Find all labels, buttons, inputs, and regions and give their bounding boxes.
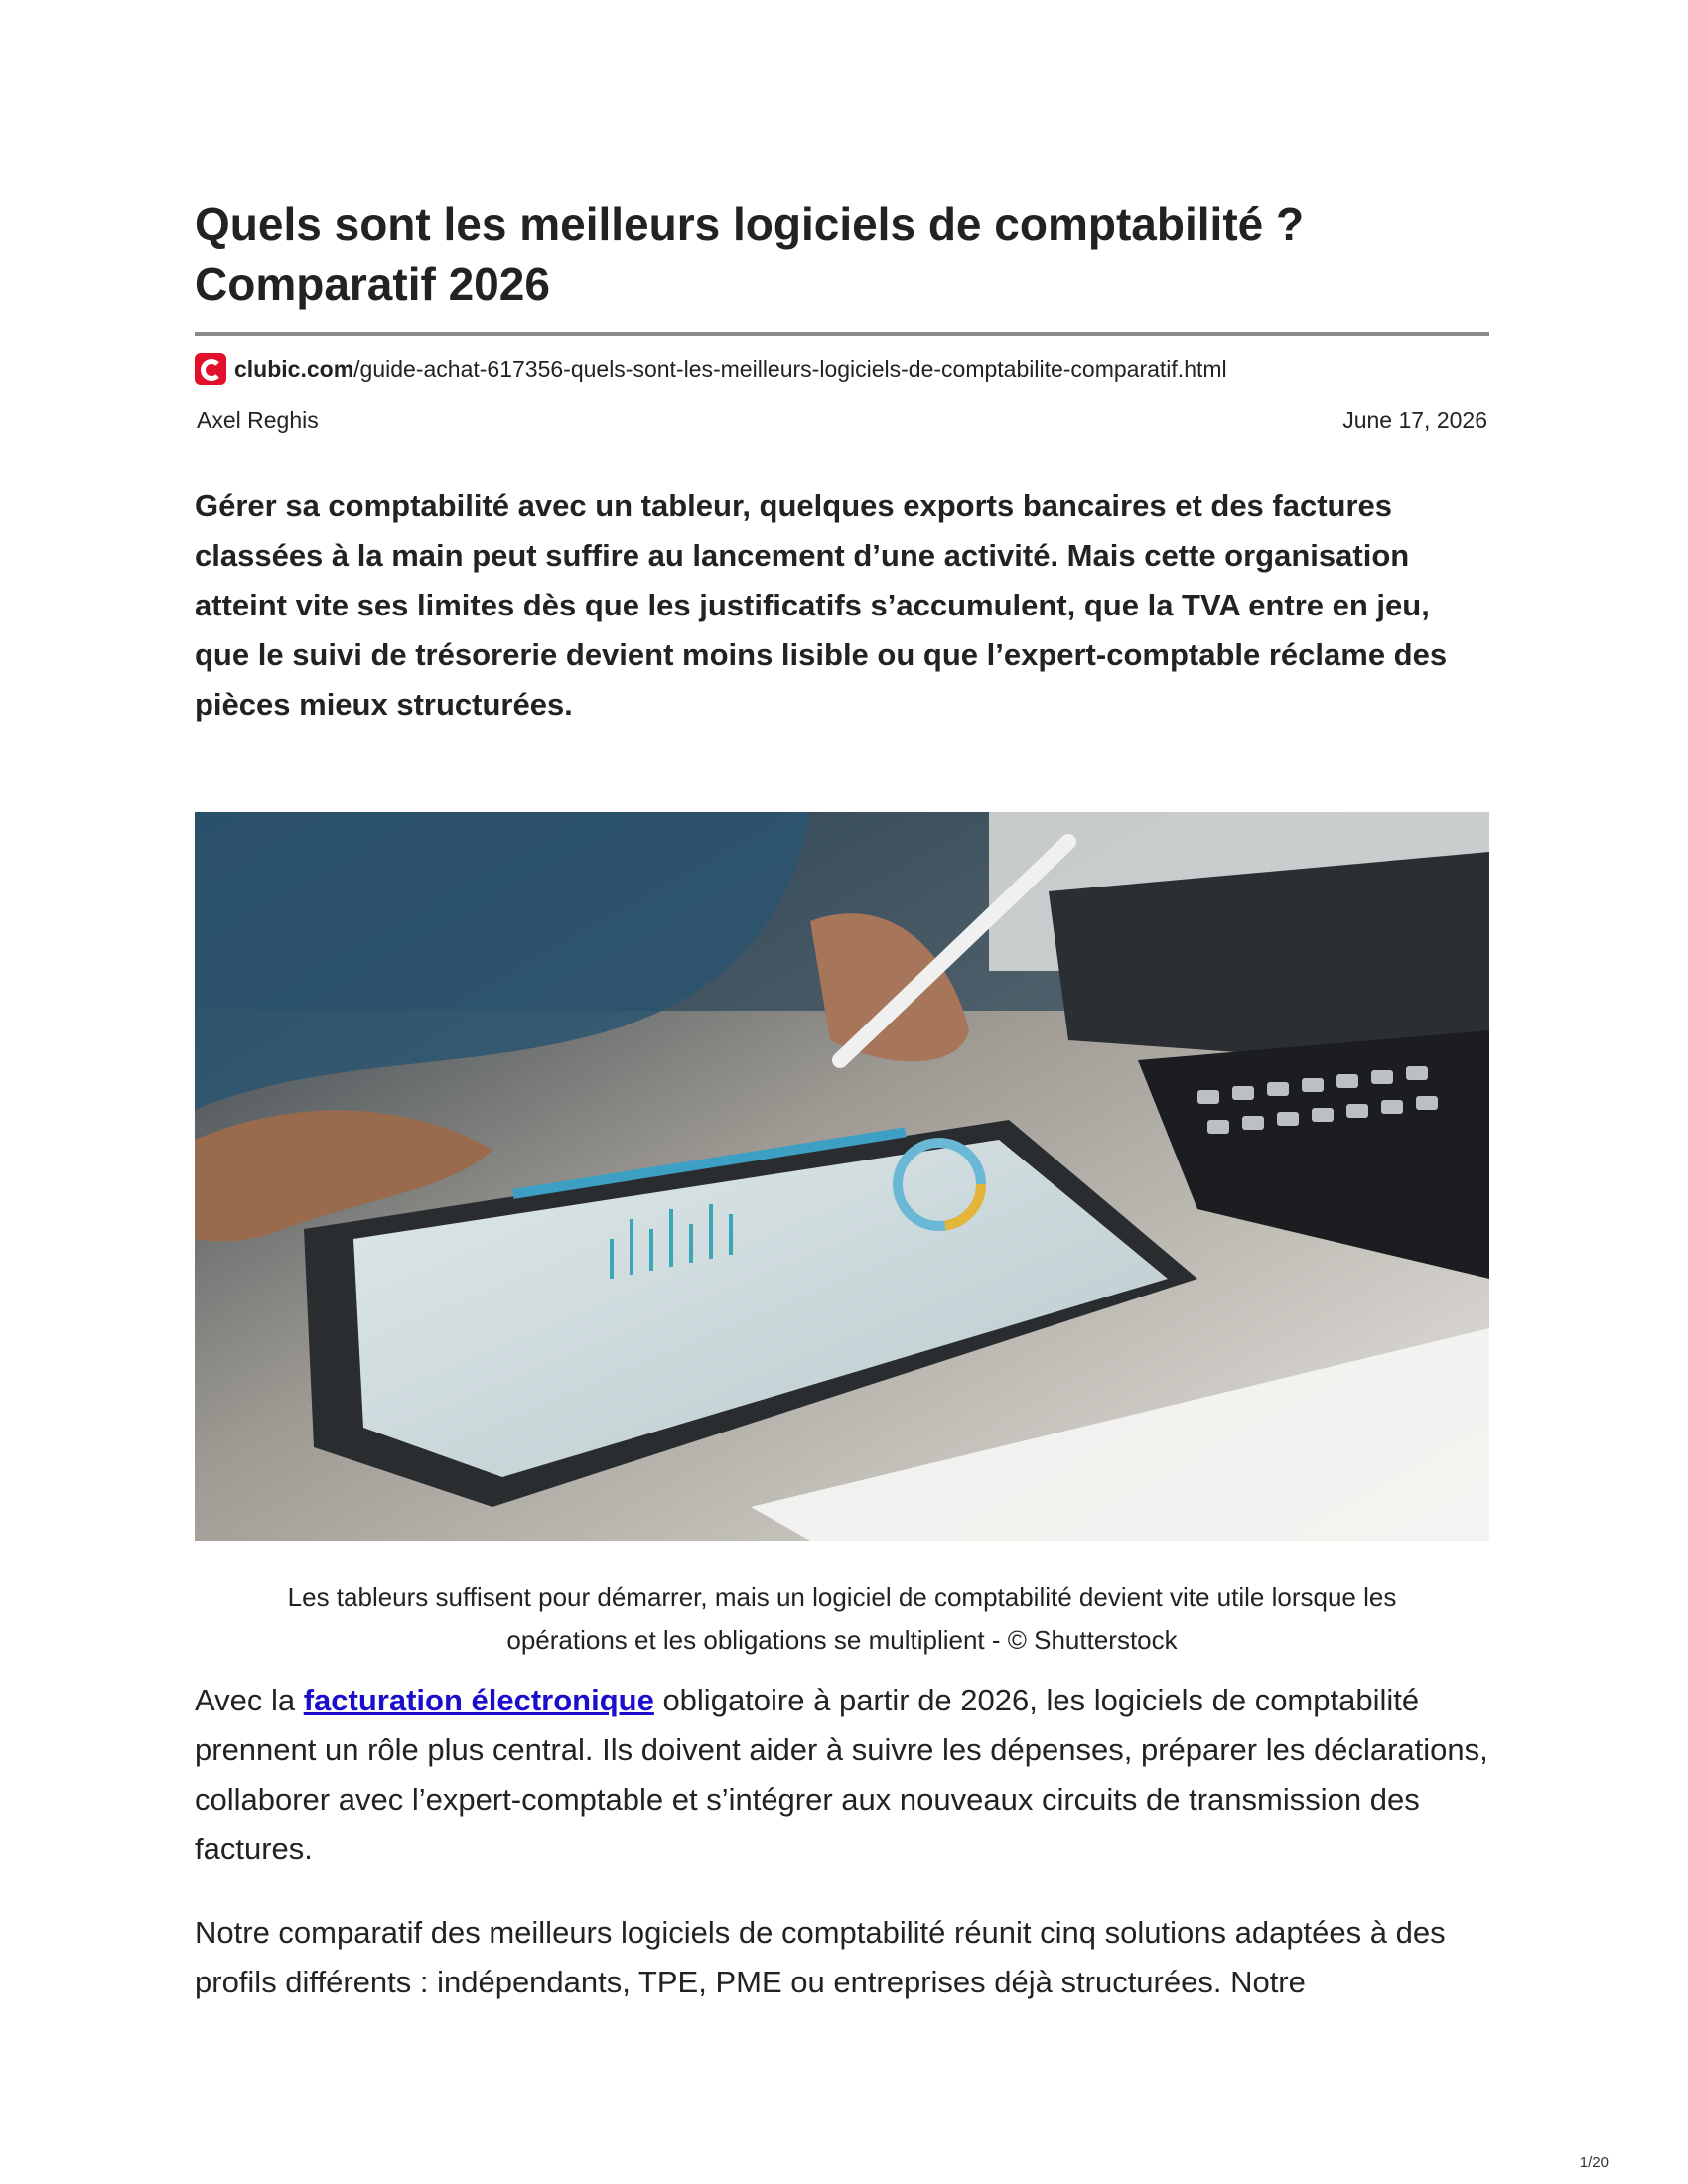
source-link[interactable]	[195, 353, 1227, 385]
source-domain: clubic.com	[234, 355, 354, 382]
source-path: /guide-achat-617356-quels-sont-les-meilleurs-logiciels-de-comptabilite-comparatif.html	[353, 355, 1227, 382]
body-paragraph-1	[195, 1676, 1489, 1874]
p1-before: Avec la	[195, 1683, 304, 1717]
caption-line-1: Les tableurs suffisent pour démarrer, mais un logiciel de comptabilité devient vite utile lorsque les	[287, 1582, 1397, 1612]
page-number: 1/20	[1579, 2154, 1609, 2171]
clubic-logo-icon	[195, 353, 226, 385]
caption-line-2: opérations et les obligations se multiplient - © Shutterstock	[506, 1625, 1178, 1655]
article-meta	[197, 407, 1487, 434]
author-name: Axel Reghis	[197, 407, 319, 433]
publish-date: June 17, 2026	[1342, 407, 1487, 433]
title-line-2: Comparatif 2026	[195, 258, 550, 310]
title-line-1: Quels sont les meilleurs logiciels de comptabilité ?	[195, 199, 1305, 250]
body-paragraph-2: Notre comparatif des meilleurs logiciels de comptabilité réunit cinq solutions adaptées à des profils différents : indépendants, TPE, PME ou entreprises déjà structurées. Notre	[195, 1915, 1446, 1999]
image-caption	[195, 1576, 1489, 1662]
hero-illustration	[195, 812, 1489, 1541]
p1-after: obligatoire à partir de 2026, les logiciels de comptabilité prennent un rôle plus central. Ils doivent aider à suivre les dépenses, préparer les déclarations, collaborer avec l’expert-comptable et s’intégrer aux nouveaux circuits de transmission des factures.	[195, 1683, 1488, 1866]
title-divider	[195, 332, 1489, 336]
source-url[interactable]	[234, 356, 1227, 383]
hero-image	[195, 812, 1489, 1541]
article-lead: Gérer sa comptabilité avec un tableur, quelques exports bancaires et des factures classées à la main peut suffire au lancement d’une activité. Mais cette organisation atteint vite ses limites dès que les justificatifs s’accumulent, que la TVA entre en jeu, que le suivi de trésorerie devient moins lisible ou que l’expert-comptable réclame des pièces mieux structurées.	[195, 488, 1448, 722]
article-title	[195, 195, 1489, 314]
facturation-link[interactable]: facturation électronique	[303, 1683, 654, 1717]
